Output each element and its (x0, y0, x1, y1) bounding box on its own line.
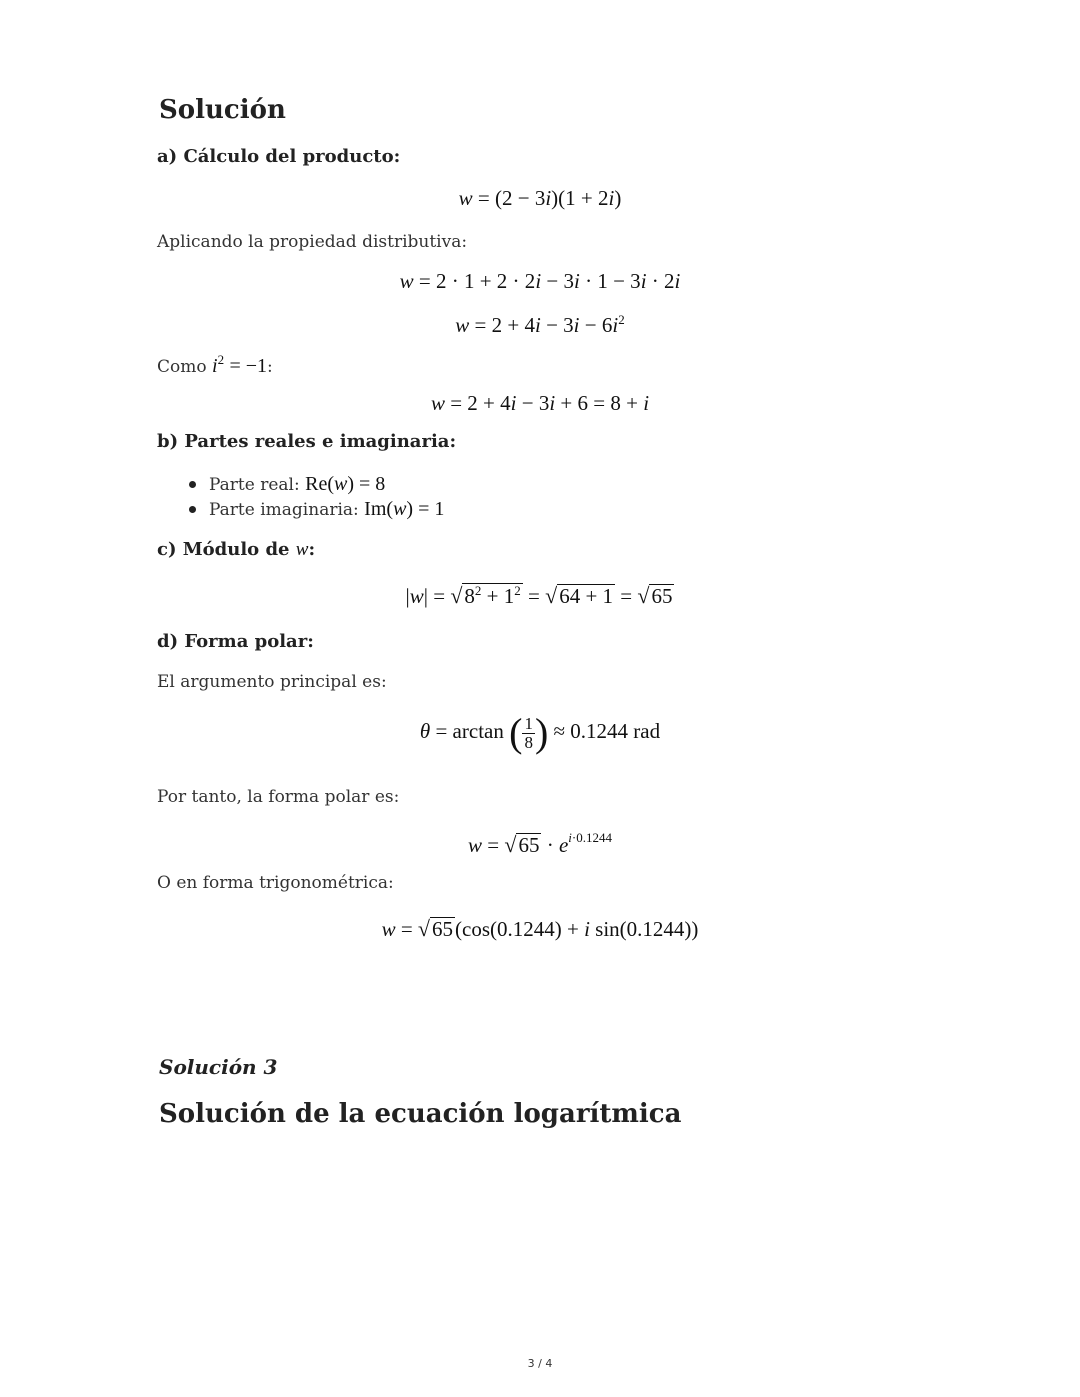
section-c-title: c) Módulo de w: (157, 539, 316, 560)
distributive-text: Aplicando la propiedad distributiva: (157, 232, 468, 252)
page-number: 3 / 4 (527, 1357, 553, 1370)
section-d-title: d) Forma polar: (157, 631, 314, 652)
list-item: Parte real: Re(w) = 8 (185, 472, 444, 497)
parts-list (185, 472, 444, 522)
section-a-title: a) Cálculo del producto: (157, 146, 401, 167)
solution-3-label: Solución 3 (159, 1055, 278, 1079)
section-b-title: b) Partes reales e imaginaria: (157, 431, 457, 452)
trig-text: O en forma trigonométrica: (157, 873, 394, 893)
equation-trig: w = √65(cos(0.1244) + i sin(0.1244)) (381, 916, 699, 941)
equation-modulus: $|w| = √8^2 + 1^2 = √64 + 1 = √65$ (405, 583, 673, 608)
equation-result: w = 2 + 4i − 3i + 6 = 8 + i (430, 391, 650, 415)
como-text: Como $i^2 = -1$: (157, 352, 273, 377)
argument-text: El argumento principal es: (157, 672, 387, 692)
equation-product: w = (2 − 3i)(1 + 2i) (458, 186, 622, 210)
polar-text: Por tanto, la forma polar es: (157, 787, 400, 807)
equation-expanded: $w = 2 + 4i - 3i - 6i^2$ (455, 312, 625, 337)
list-item: Parte imaginaria: Im(w) = 1 (185, 497, 444, 522)
bullet-icon (189, 506, 196, 513)
equation-polar: $w = √65 \cdot e^{i\cdot 0.1244}$ (468, 830, 612, 857)
section-heading-log: Solución de la ecuación logarítmica (159, 1099, 682, 1129)
equation-argument: θ = arctan ( $\frac{1}{8}$ ) ≈ 0.1244 rad (419, 710, 661, 755)
bullet-icon (189, 481, 196, 488)
equation-distributive: w = 2 · 1 + 2 · 2i − 3i · 1 − 3i · 2i (399, 269, 681, 293)
page-title: Solución (159, 95, 286, 125)
